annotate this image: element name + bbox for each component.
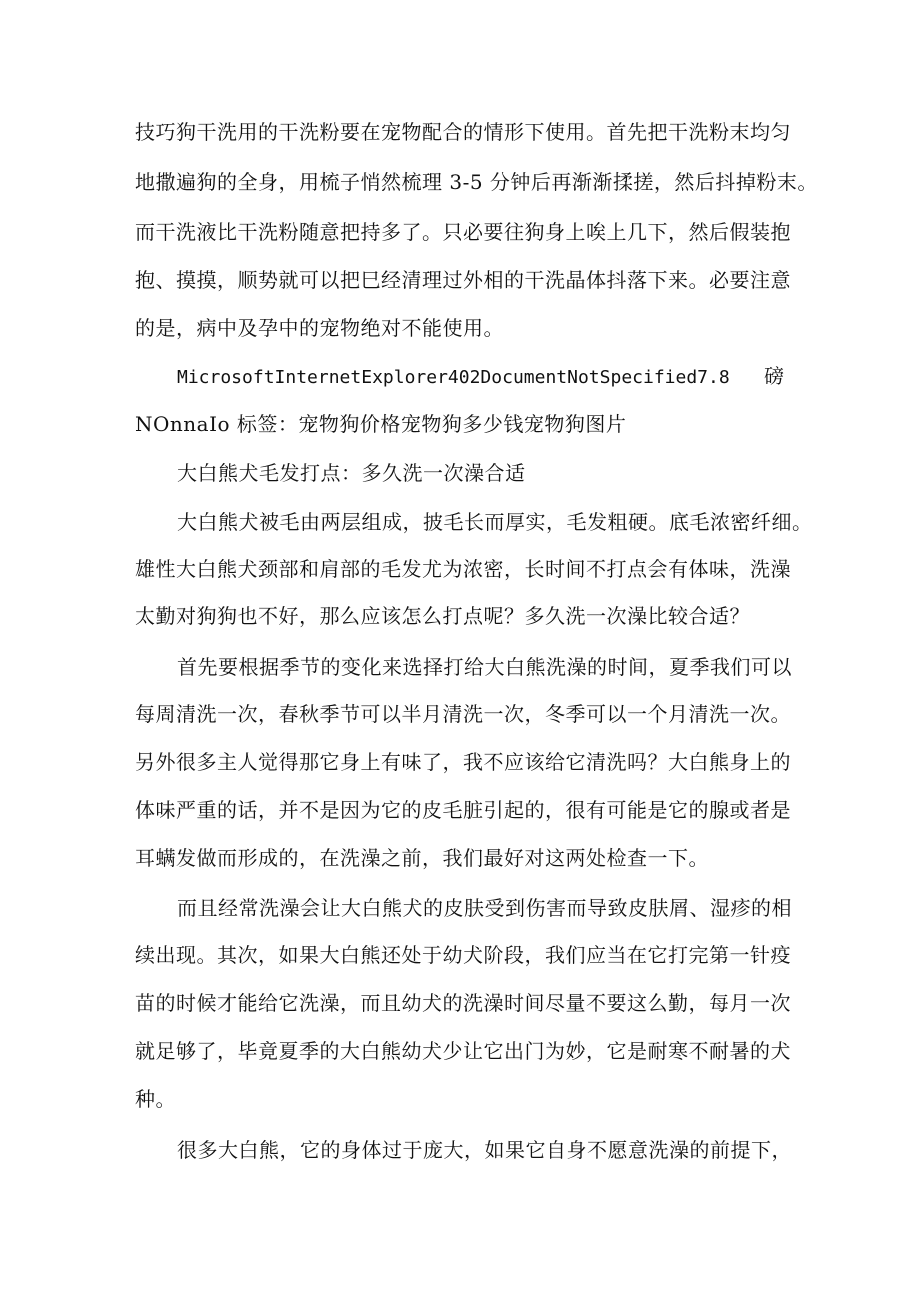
text-line: 太勤对狗狗也不好，那么应该怎么打点呢？多久洗一次澡比较合适？ [135,604,750,628]
section-heading: 大白熊犬毛发打点：多久洗一次澡合适 [177,461,526,485]
text-line: 种。 [135,1087,176,1111]
text-line: 抱、摸摸，顺势就可以把巳经清理过外相的干洗晶体抖落下来。必要注意 [135,268,791,292]
text-line: 体味严重的话，并不是因为它的皮毛脏引起的，很有可能是它的腺或者是 [135,798,791,822]
text-line: 就足够了，毕竟夏季的大白熊幼犬少让它出门为妙，它是耐寒不耐暑的犬 [135,1039,791,1063]
metadata-trail: 磅 [764,364,785,388]
text-line: 续出现。其次，如果大白熊还处于幼犬阶段，我们应当在它打完第一针疫 [135,943,791,967]
text-line: 耳螨发做而形成的，在洗澡之前，我们最好对这两处检查一下。 [135,846,709,870]
text-line: 大白熊犬被毛由两层组成，披毛长而厚实，毛发粗硬。底毛浓密纤细。 [177,510,813,534]
tags-line: NOnnaIo 标签：宠物狗价格宠物狗多少钱宠物狗图片 [135,412,627,436]
text-line: 技巧狗干洗用的干洗粉要在宠物配合的情形下使用。首先把干洗粉末均匀 [135,120,791,144]
metadata-text: MicrosoftInternetExplorer402DocumentNotSpecified7.8 [177,367,730,388]
metadata-line [177,364,877,390]
text-line: 很多大白熊，它的身体过于庞大，如果它自身不愿意洗澡的前提下， [177,1138,792,1162]
text-line: 每周清洗一次，春秋季节可以半月清洗一次，冬季可以一个月清洗一次。 [135,702,791,726]
text-line: 地撒遍狗的全身，用梳子悄然梳理 3-5 分钟后再渐渐揉搓，然后抖掉粉末。 [135,170,818,194]
text-line: 首先要根据季节的变化来选择打给大白熊洗澡的时间，夏季我们可以 [177,655,792,679]
text-line: 雄性大白熊犬颈部和肩部的毛发尤为浓密，长时间不打点会有体味，洗澡 [135,557,791,581]
text-line: 而干洗液比干洗粉随意把持多了。只必要往狗身上唉上几下，然后假装抱 [135,220,791,244]
text-line: 的是，病中及孕中的宠物绝对不能使用。 [135,316,504,340]
text-line: 而且经常洗澡会让大白熊犬的皮肤受到伤害而导致皮肤屑、湿疹的相 [177,896,792,920]
text-line: 苗的时候才能给它洗澡，而且幼犬的洗澡时间尽量不要这么勤，每月一次 [135,991,791,1015]
text-line: 另外很多主人觉得那它身上有味了，我不应该给它清洗吗？大白熊身上的 [135,750,791,774]
